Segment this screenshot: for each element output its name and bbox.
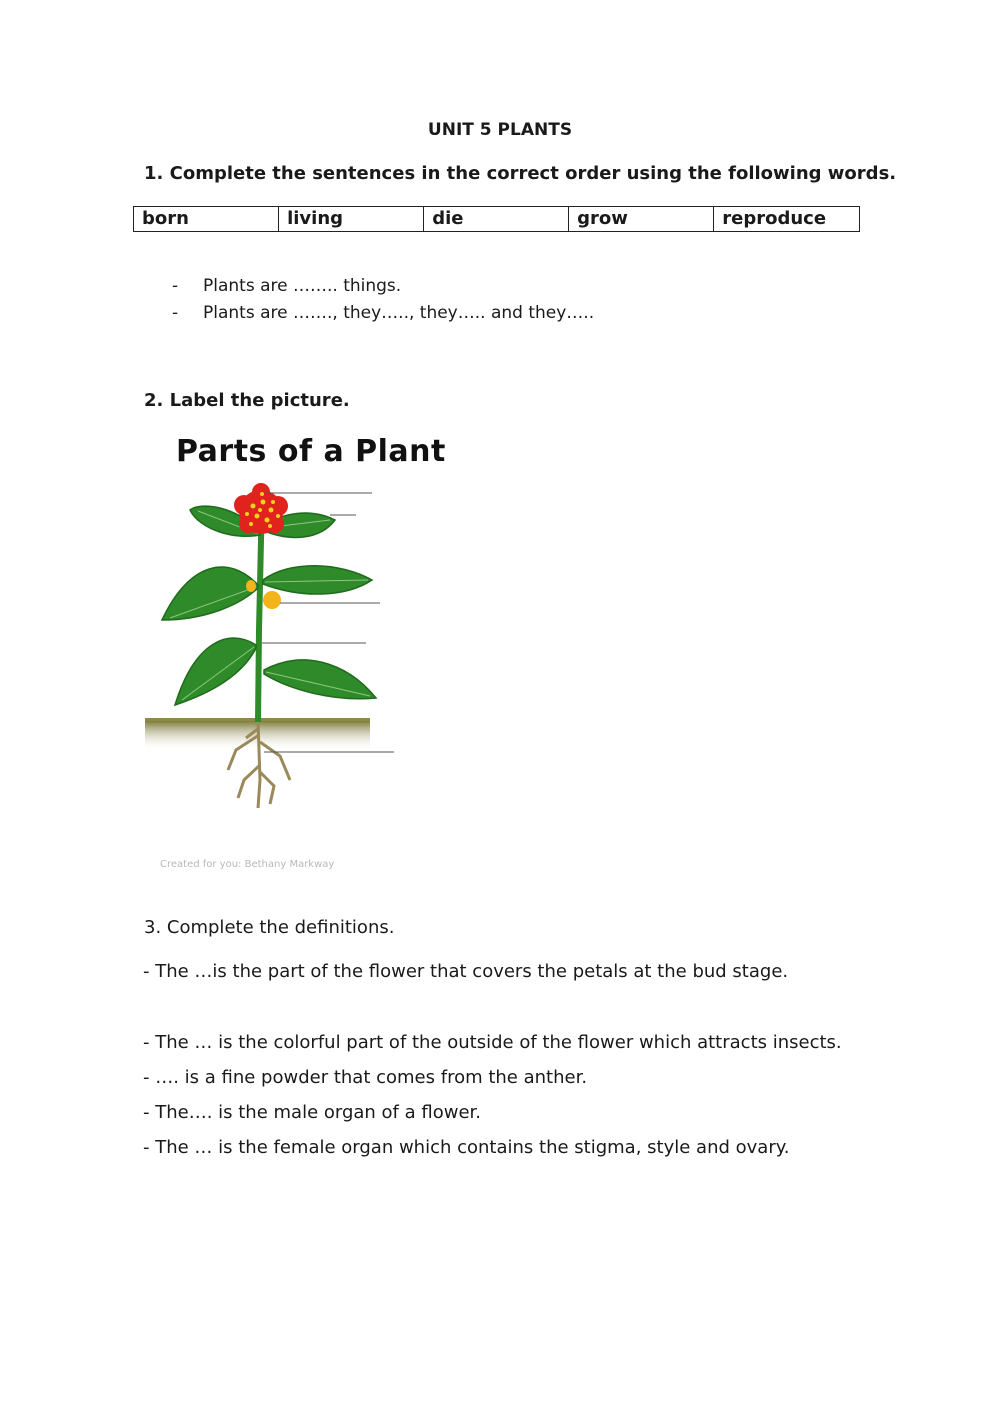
bud	[246, 580, 256, 592]
word-bank-row	[134, 207, 860, 232]
word-bank-cell: grow	[569, 207, 714, 232]
definition-item: - …. is a fine powder that comes from the anther.	[143, 1067, 588, 1088]
leaf	[264, 660, 376, 699]
flower	[234, 483, 288, 534]
sentence-text: Plants are …….. things.	[203, 276, 402, 296]
bullet-dash: -	[172, 276, 179, 296]
leaf	[162, 567, 258, 620]
word-bank-cell: reproduce	[714, 207, 860, 232]
question-1-heading: 1. Complete the sentences in the correct order using the following words.	[144, 163, 897, 184]
bullet-dash: -	[172, 303, 179, 323]
word-bank-cell: living	[279, 207, 424, 232]
definition-item: - The …is the part of the flower that covers the petals at the bud stage.	[143, 961, 789, 982]
bud	[263, 591, 281, 609]
diagram-title: Parts of a Plant	[176, 434, 446, 469]
definition-item: - The … is the colorful part of the outside of the flower which attracts insects.	[143, 1032, 842, 1053]
image-credit: Created for you: Bethany Markway	[160, 859, 335, 870]
sentence-text: Plants are ……., they….., they….. and they…..	[203, 303, 595, 323]
definition-item: - The … is the female organ which contains the stigma, style and ovary.	[143, 1137, 790, 1158]
page-title: UNIT 5 PLANTS	[427, 120, 573, 140]
leaf	[175, 638, 256, 705]
question-2-heading: 2. Label the picture.	[144, 390, 350, 411]
sentence-item	[172, 303, 594, 323]
word-bank-cell: die	[424, 207, 569, 232]
sentence-item	[172, 276, 401, 296]
word-bank-cell: born	[134, 207, 279, 232]
plant-diagram	[140, 480, 450, 820]
word-bank-table	[133, 206, 860, 232]
definition-item: - The…. is the male organ of a flower.	[143, 1102, 481, 1123]
question-3-heading: 3. Complete the definitions.	[144, 917, 395, 938]
